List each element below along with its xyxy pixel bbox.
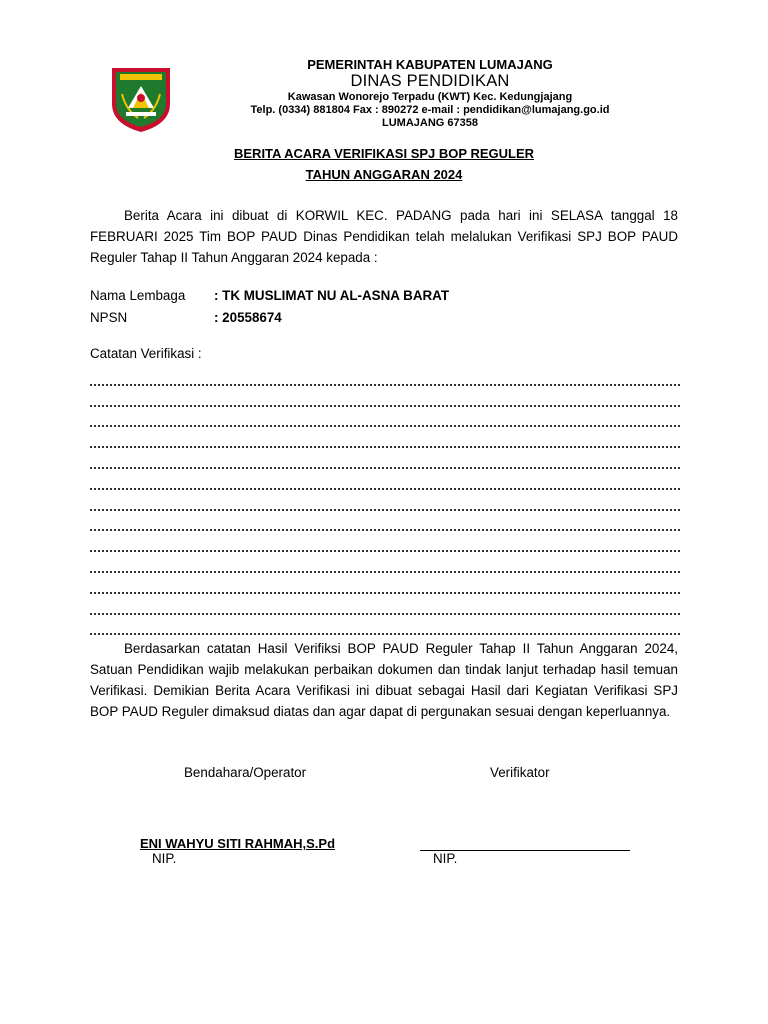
catatan-dotted-line xyxy=(90,427,680,448)
signature-role-right: Verifikator xyxy=(490,765,550,780)
catatan-dotted-line xyxy=(90,573,680,594)
field-value: : 20558674 xyxy=(214,310,282,325)
catatan-dotted-line xyxy=(90,531,680,552)
header-city: LUMAJANG 67358 xyxy=(382,117,478,129)
catatan-dotted-line xyxy=(90,386,680,407)
catatan-dotted-line xyxy=(90,615,680,636)
catatan-dotted-line xyxy=(90,552,680,573)
document-title: BERITA ACARA VERIFIKASI SPJ BOP REGULER xyxy=(234,146,534,161)
nip-left: NIP. xyxy=(152,851,177,866)
signature-role-left: Bendahara/Operator xyxy=(184,765,307,780)
document-subtitle: TAHUN ANGGARAN 2024 xyxy=(305,167,463,182)
field-label: NPSN xyxy=(90,310,128,325)
catatan-dotted-line xyxy=(90,448,680,469)
catatan-dotted-line xyxy=(90,594,680,615)
closing-paragraph: Berdasarkan catatan Hasil Verifiksi BOP PAUD Reguler Tahap II Tahun Anggaran 2024, Satuan Pendidikan wajib melakukan perbaikan dokumen dan tindak lanjut terhadap hasil temuan Verifikasi. Demikian Berita Acara Verifikasi ini dibuat sebagai Hasil dari Kegiatan Verifikasi SPJ BOP PAUD Reguler dimaksud diatas dan agar dapat di pergunakan sesuai dengan keperluannya. xyxy=(90,641,678,719)
catatan-dotted-line xyxy=(90,407,680,428)
header-contact: Telp. (0334) 881804 Fax : 890272 e-mail : pendidikan@lumajang.go.id xyxy=(250,104,610,116)
catatan-dotted-line xyxy=(90,490,680,511)
signature-name-left: ENI WAHYU SITI RAHMAH,S.Pd xyxy=(140,836,336,851)
catatan-dotted-line xyxy=(90,365,680,386)
header-address: Kawasan Wonorejo Terpadu (KWT) Kec. Kedungjajang xyxy=(287,91,573,103)
catatan-label: Catatan Verifikasi : xyxy=(90,346,202,361)
nip-right: NIP. xyxy=(433,851,458,866)
header-agency: DINAS PENDIDIKAN xyxy=(350,72,510,90)
field-label: Nama Lembaga xyxy=(90,288,186,303)
field-nama-lembaga xyxy=(90,287,449,304)
catatan-dotted-line xyxy=(90,511,680,532)
lumajang-regency-emblem-icon xyxy=(108,64,174,134)
letterhead xyxy=(180,57,680,130)
field-value: : TK MUSLIMAT NU AL-ASNA BARAT xyxy=(214,288,450,303)
header-government: PEMERINTAH KABUPATEN LUMAJANG xyxy=(307,57,553,72)
field-npsn xyxy=(90,309,282,326)
intro-paragraph: Berita Acara ini dibuat di KORWIL KEC. PADANG pada hari ini SELASA tanggal 18 FEBRUARI 2025 Tim BOP PAUD Dinas Pendidikan telah melalukan Verifikasi SPJ BOP PAUD Reguler Tahap II Tahun Anggaran 2024 kepada : xyxy=(90,208,678,265)
catatan-dotted-line xyxy=(90,469,680,490)
catatan-dotted-lines xyxy=(90,365,680,635)
